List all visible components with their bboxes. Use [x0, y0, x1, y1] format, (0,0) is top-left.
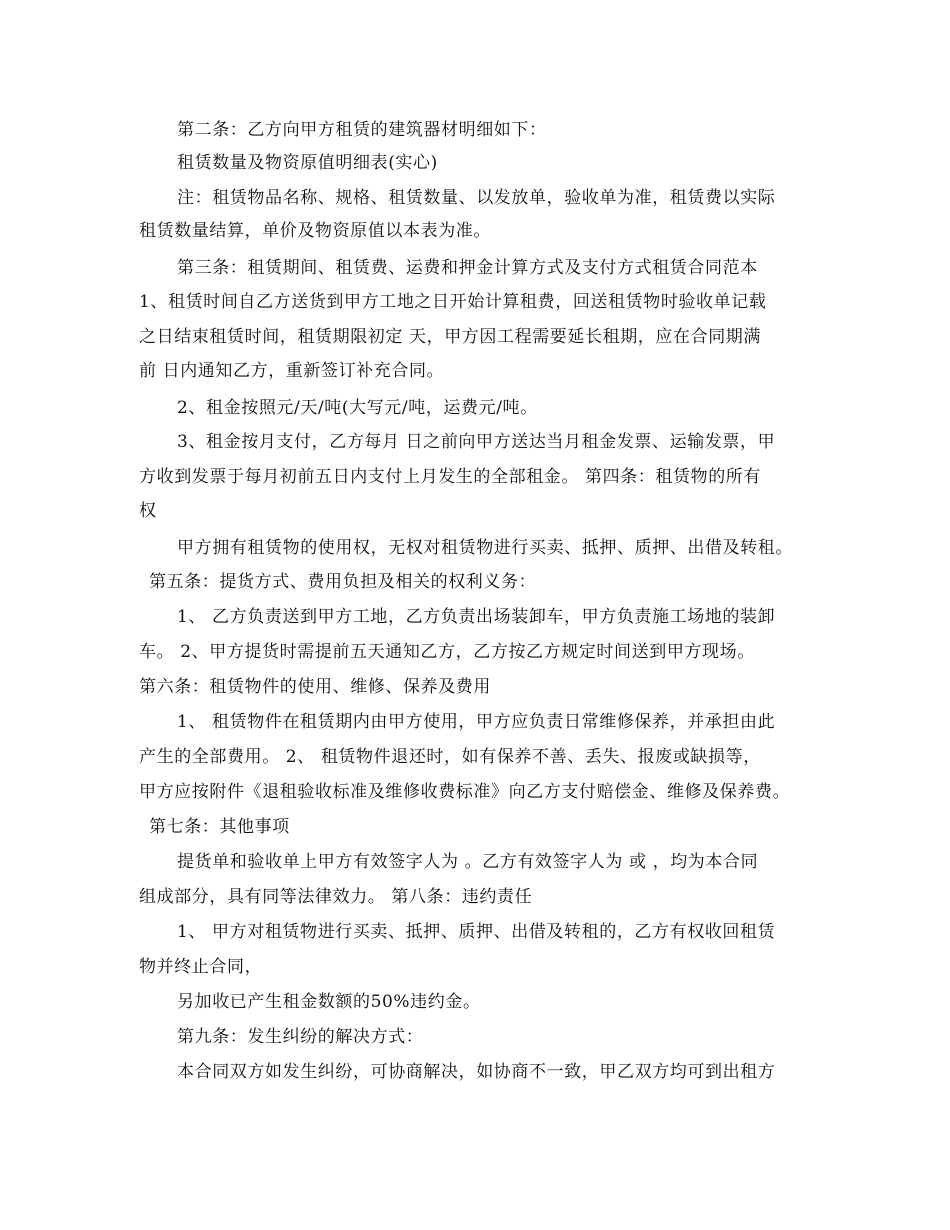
text-line: 2、租金按照元/天/吨(大写元/吨，运费元/吨。 [177, 398, 538, 418]
text-line: 车。 2、甲方提货时需提前五天通知乙方，乙方按乙方规定时间送到甲方现场。 [139, 642, 755, 662]
text-line: 方收到发票于每月初前五日内支付上月发生的全部租金。 第四条：租赁物的所有 [139, 467, 762, 487]
text-line: 另加收已产生租金数额的50%违约金。 [177, 992, 481, 1012]
text-line: 前 日内通知乙方，重新签订补充合同。 [139, 361, 445, 381]
text-line: 产生的全部费用。 2、 租赁物件退还时，如有保养不善、丢失、报废或缺损等， [139, 747, 761, 767]
text-line: 1、租赁时间自乙方送货到甲方工地之日开始计算租费，回送租赁物时验收单记载 [139, 292, 767, 312]
text-line: 第七条：其他事项 [149, 817, 290, 837]
text-line: 1、 乙方负责送到甲方工地，乙方负责出场装卸车，甲方负责施工场地的装卸 [177, 607, 776, 627]
text-line: 组成部分，具有同等法律效力。 第八条：违约责任 [139, 887, 533, 907]
text-line: 甲方应按附件《退租验收标准及维修收费标准》向乙方支付赔偿金、维修及保养费。 [139, 782, 791, 802]
text-line: 第二条：乙方向甲方租赁的建筑器材明细如下： [177, 120, 547, 140]
text-line: 物并终止合同， [139, 957, 263, 977]
text-line: 租赁数量及物资原值明细表(实心) [177, 153, 438, 173]
text-line: 之日结束租赁时间，租赁期限初定 天，甲方因工程需要延长租期，应在合同期满 [139, 327, 762, 347]
text-line: 租赁数量结算，单价及物资原值以本表为准。 [139, 221, 491, 241]
text-line: 第九条：发生纠纷的解决方式： [177, 1027, 424, 1047]
text-line: 3、租金按月支付，乙方每月 日之前向甲方送达当月租金发票、运输发票，甲 [177, 432, 776, 452]
text-line: 第五条：提货方式、费用负担及相关的权利义务： [149, 572, 537, 592]
text-line: 甲方拥有租赁物的使用权，无权对租赁物进行买卖、抵押、质押、出借及转租。 [177, 538, 793, 558]
text-line: 提货单和验收单上甲方有效签字人为 。乙方有效签字人为 或 ，均为本合同 [177, 852, 759, 872]
text-line: 本合同双方如发生纠纷，可协商解决，如协商不一致，甲乙双方均可到出租方 [177, 1062, 776, 1082]
text-line: 1、 甲方对租赁物进行买卖、抵押、质押、出借及转租的，乙方有权收回租赁 [177, 922, 776, 942]
text-line: 1、 租赁物件在租赁期内由甲方使用，甲方应负责日常维修保养，并承担由此 [177, 712, 776, 732]
text-line: 第三条：租赁期间、租赁费、运费和押金计算方式及支付方式租赁合同范本 [177, 258, 758, 278]
text-line: 注：租赁物品名称、规格、租赁数量、以发放单，验收单为准，租赁费以实际 [177, 188, 776, 208]
text-line: 权 [139, 501, 157, 521]
text-line: 第六条：租赁物件的使用、维修、保养及费用 [139, 677, 491, 697]
